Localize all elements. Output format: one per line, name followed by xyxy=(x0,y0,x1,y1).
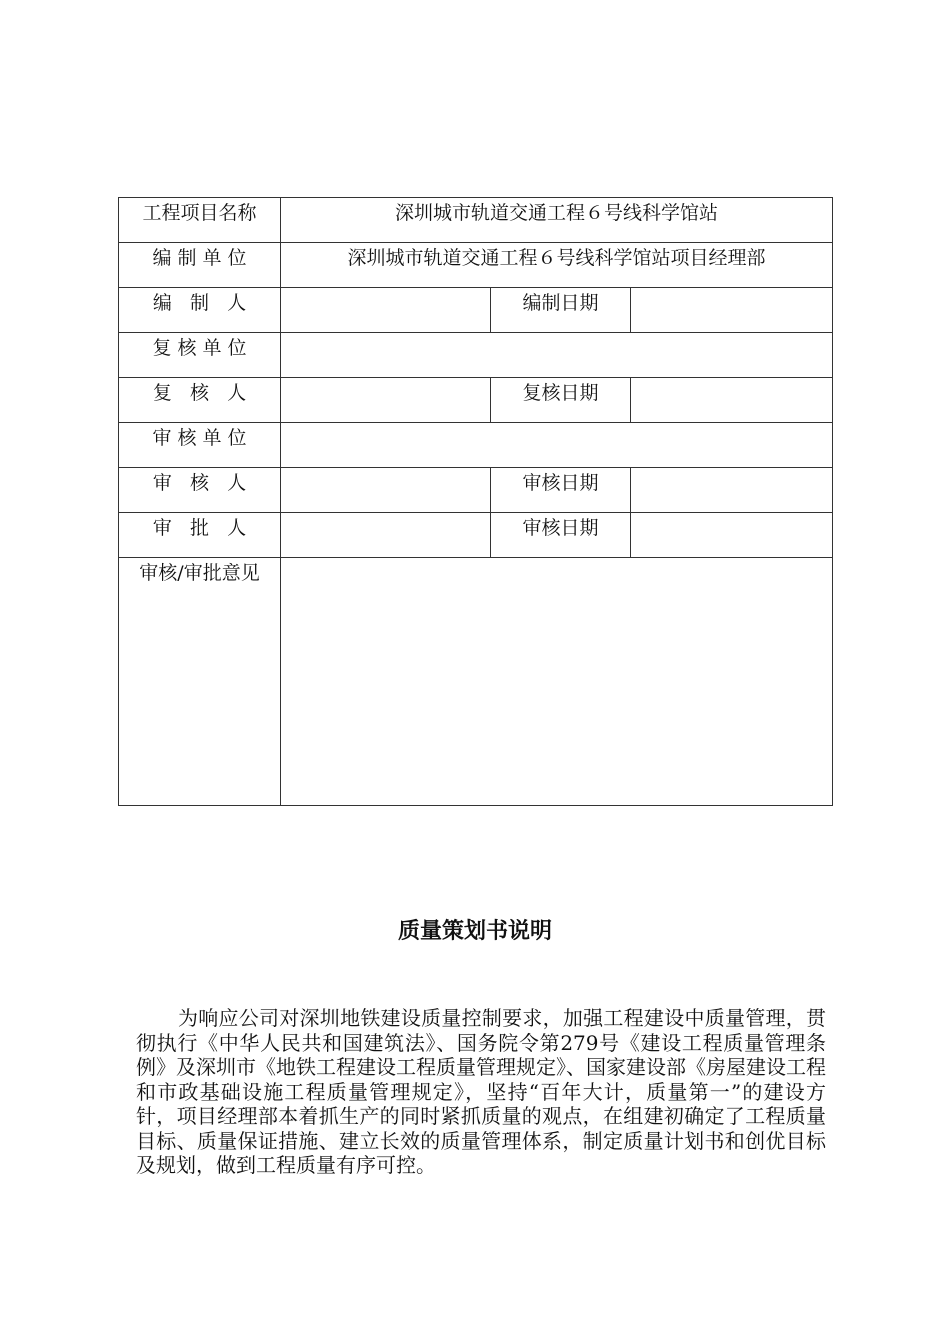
form-row-compiler xyxy=(119,288,833,333)
approve-date-label: 审核日期 xyxy=(491,513,631,558)
form-row-approver xyxy=(119,513,833,558)
review-unit-label: 复 核 单 位 xyxy=(119,333,281,378)
audit-unit-value[interactable] xyxy=(281,423,833,468)
auditor-label: 审 核 人 xyxy=(119,468,281,513)
compiling-unit-value: 深圳城市轨道交通工程６号线科学馆站项目经理部 xyxy=(281,243,833,288)
compile-date-label: 编制日期 xyxy=(491,288,631,333)
approver-value[interactable] xyxy=(281,513,491,558)
form-row-project-name xyxy=(119,198,833,243)
audit-date-value[interactable] xyxy=(631,468,833,513)
form-row-audit-unit xyxy=(119,423,833,468)
form-row-review-unit xyxy=(119,333,833,378)
project-name-value: 深圳城市轨道交通工程６号线科学馆站 xyxy=(281,198,833,243)
form-row-compiling-unit xyxy=(119,243,833,288)
compiler-value[interactable] xyxy=(281,288,491,333)
form-row-reviewer xyxy=(119,378,833,423)
approver-label: 审 批 人 xyxy=(119,513,281,558)
auditor-value[interactable] xyxy=(281,468,491,513)
review-unit-value[interactable] xyxy=(281,333,833,378)
approval-form-table xyxy=(118,197,833,806)
form-row-opinion xyxy=(119,558,833,806)
approve-date-value[interactable] xyxy=(631,513,833,558)
compile-date-value[interactable] xyxy=(631,288,833,333)
section-title: 质量策划书说明 xyxy=(397,919,552,944)
compiler-label: 编 制 人 xyxy=(119,288,281,333)
compiling-unit-label: 编 制 单 位 xyxy=(119,243,281,288)
audit-date-label: 审核日期 xyxy=(491,468,631,513)
form-row-auditor xyxy=(119,468,833,513)
opinion-label: 审核/审批意见 xyxy=(119,558,281,806)
audit-unit-label: 审 核 单 位 xyxy=(119,423,281,468)
review-date-value[interactable] xyxy=(631,378,833,423)
section-paragraph: 为响应公司对深圳地铁建设质量控制要求，加强工程建设中质量管理，贯彻执行《中华人民共和国建筑法》、国务院令第279号《建设工程质量管理条例》及深圳市《地铁工程建设工程质量管理规定》、国家建设部《房屋建设工程和市政基础设施工程质量管理规定》，坚持“百年大计，质量第一”的建设方针，项目经理部本着抓生产的同时紧抓质量的观点，在组建初确定了工程质量目标、质量保证措施、建立长效的质量管理体系，制定质量计划书和创优目标及规划，做到工程质量有序可控。 xyxy=(136,1006,826,1177)
opinion-value[interactable] xyxy=(281,558,833,806)
reviewer-label: 复 核 人 xyxy=(119,378,281,423)
reviewer-value[interactable] xyxy=(281,378,491,423)
review-date-label: 复核日期 xyxy=(491,378,631,423)
project-name-label: 工程项目名称 xyxy=(119,198,281,243)
